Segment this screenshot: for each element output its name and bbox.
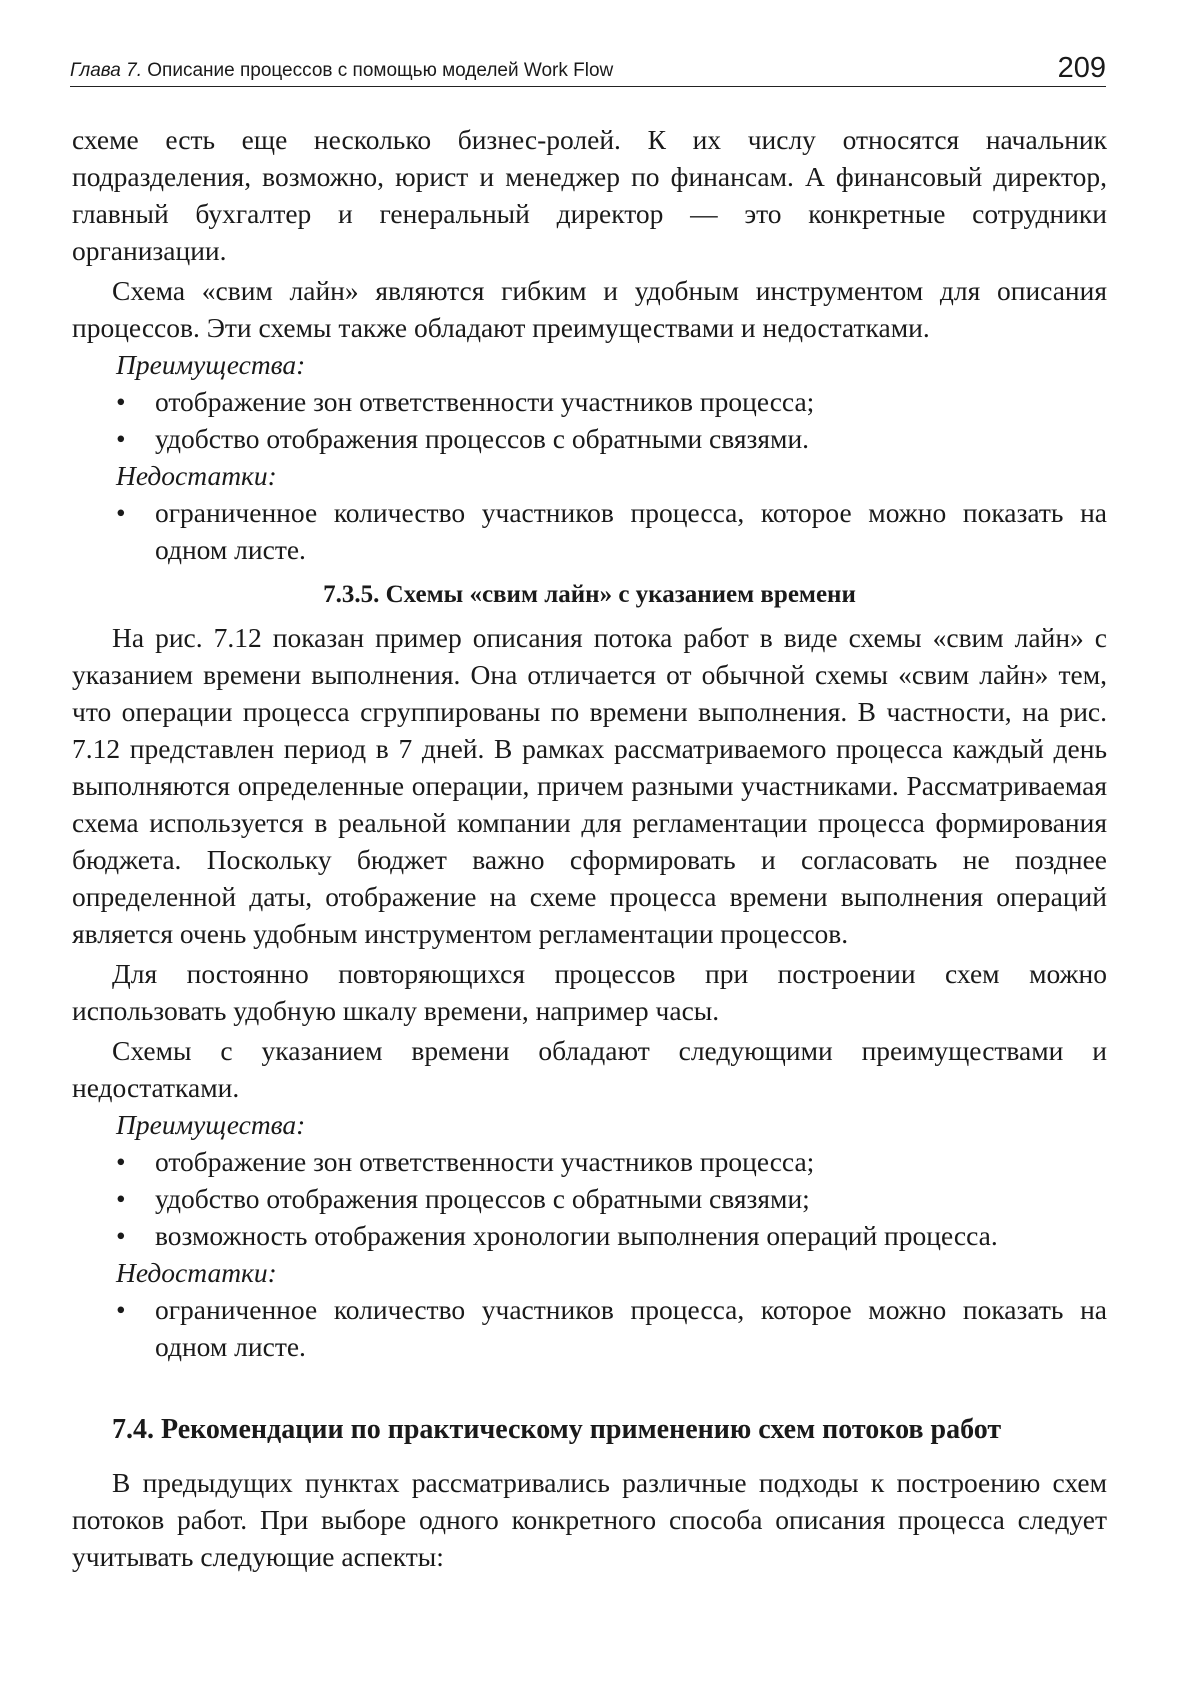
running-header <box>70 52 1106 87</box>
list-item: • отображение зон ответственности участников процесса; <box>72 383 1107 420</box>
advantages-list <box>72 1143 1107 1254</box>
running-title <box>70 60 613 86</box>
disadvantages-label: Недостатки: <box>116 1257 277 1288</box>
chapter-title: Описание процессов с помощью моделей Work Flow <box>147 60 614 81</box>
list-item: • отображение зон ответственности участников процесса; <box>72 1143 1107 1180</box>
list-item: • ограниченное количество участников процесса, которое можно показать на одном листе. <box>72 494 1107 568</box>
paragraph: Схемы с указанием времени обладают следующими преимуществами и недостатками. <box>72 1035 1107 1103</box>
list-item: • возможность отображения хронологии выполнения операций процесса. <box>72 1217 1107 1254</box>
list-item: • удобство отображения процессов с обратными связями; <box>72 1180 1107 1217</box>
disadvantages-label: Недостатки: <box>116 460 277 491</box>
advantages-list <box>72 383 1107 457</box>
list-item: • удобство отображения процессов с обратными связями. <box>72 420 1107 457</box>
paragraph: На рис. 7.12 показан пример описания потока работ в виде схемы «свим лайн» с указанием времени выполнения. Она отличается от обычной схемы «свим лайн» тем, что операции процесса сгруппированы по времени выполнения. В частности, на рис. 7.12 представлен период в 7 дней. В рамках рассматриваемого процесса каждый день выполняются определенные операции, причем разными участниками. Рассматриваемая схема используется в реальной компании для регламентации процесса формирования бюджета. Поскольку бюджет важно сформировать и согласовать не позднее определенной даты, отображение на схеме процесса времени выполнения операций является очень удобным инструментом регламентации процессов. <box>72 622 1107 949</box>
advantages-label: Преимущества: <box>116 1109 306 1140</box>
advantages-label: Преимущества: <box>116 349 306 380</box>
disadvantages-list <box>72 1291 1107 1365</box>
paragraph: Для постоянно повторяющихся процессов при построении схем можно использовать удобную шкалу времени, например часы. <box>72 958 1107 1026</box>
paragraph: Схема «свим лайн» являются гибким и удобным инструментом для описания процессов. Эти схемы также обладают преимуществами и недостатками. <box>72 275 1107 343</box>
chapter-label: Глава 7. <box>70 60 142 81</box>
list-item: • ограниченное количество участников процесса, которое можно показать на одном листе. <box>72 1291 1107 1365</box>
disadvantages-list <box>72 494 1107 568</box>
paragraph: схеме есть еще несколько бизнес-ролей. К их числу относятся начальник подразделения, возможно, юрист и менеджер по финансам. А финансовый директор, главный бухгалтер и генеральный директор — это конкретные сотрудники организации. <box>72 124 1107 266</box>
paragraph: В предыдущих пунктах рассматривались различные подходы к построению схем потоков работ. При выборе одного конкретного способа описания процесса следует учитывать следующие аспекты: <box>72 1467 1107 1572</box>
page-body <box>72 121 1107 1575</box>
page-number: 209 <box>1057 52 1106 84</box>
section-heading: 7.3.5. Схемы «свим лайн» с указанием времени <box>323 581 856 608</box>
section-heading: 7.4. Рекомендации по практическому применению схем потоков работ <box>112 1414 1002 1445</box>
